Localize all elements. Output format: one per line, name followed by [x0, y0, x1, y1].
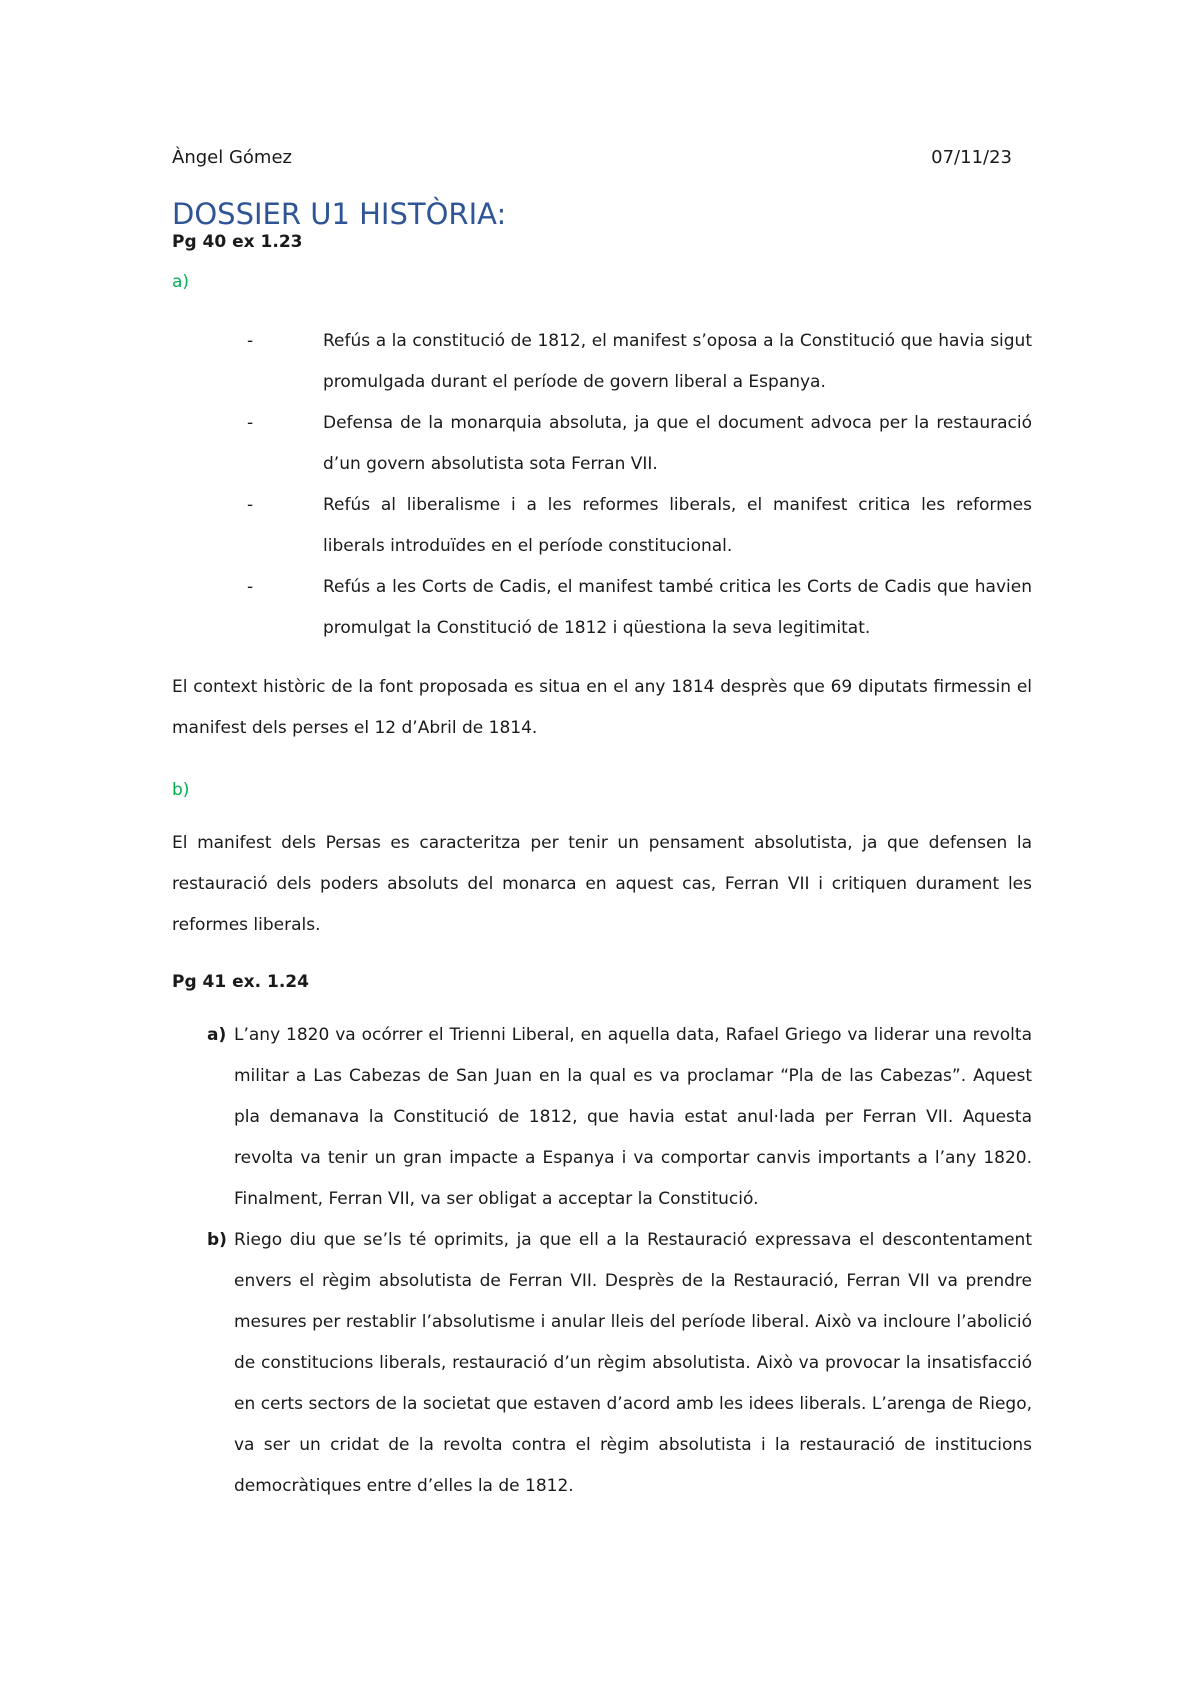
document-header: [172, 146, 1012, 170]
list-item: [172, 1015, 1032, 1220]
bullet-dash: -: [247, 495, 254, 515]
author-name: Àngel Gómez: [172, 147, 292, 168]
list-item: [172, 403, 1032, 485]
item-text: Riego diu que se’ls té oprimits, ja que ell a la Restauració expressava el descontentament envers el règim absolutista de Ferran VII. Desprès de la Restauració, Ferran VII va prendre mesures per restablir l’absolutisme i anular lleis del període liberal. Això va incloure l’abolició de constitucions liberals, restauració d’un règim absolutista. Això va provocar la insatisfacció en certs sectors de la societat que estaven d’acord amb les idees liberals. L’arenga de Riego, va ser un cridat de la revolta contra el règim absolutista i la restauració de institucions democràtiques entre d’elles la de 1812.: [234, 1230, 1032, 1496]
section1-part-b-label: b): [172, 780, 190, 800]
document-date: 07/11/23: [931, 147, 1012, 168]
list-item: [172, 1220, 1032, 1507]
item-text: L’any 1820 va ocórrer el Trienni Liberal, en aquella data, Rafael Griego va liderar una revolta militar a Las Cabezas de San Juan en la qual es va proclamar “Pla de las Cabezas”. Aquest pla demanava la Constitució de 1812, que havia estat anul·lada per Ferran VII. Aquesta revolta va tenir un gran impacte a Espanya i va comportar canvis importants a l’any 1820. Finalment, Ferran VII, va ser obligat a acceptar la Constitució.: [234, 1025, 1032, 1209]
lettered-list: [172, 1015, 1032, 1507]
bullet-text: Refús al liberalisme i a les reformes liberals, el manifest critica les reformes liberals introduïdes en el període constitucional.: [323, 495, 1032, 556]
bullet-dash: -: [247, 577, 254, 597]
item-label: a): [207, 1025, 227, 1045]
bullet-text: Refús a la constitució de 1812, el manifest s’oposa a la Constitució que havia sigut promulgada durant el període de govern liberal a Espanya.: [323, 331, 1032, 392]
section1-heading: Pg 40 ex 1.23: [172, 232, 303, 252]
bullet-list: [172, 321, 1032, 649]
bullet-dash: -: [247, 413, 254, 433]
document-title: DOSSIER U1 HISTÒRIA:: [172, 197, 507, 231]
list-item: [172, 567, 1032, 649]
context-paragraph: El context històric de la font proposada es situa en el any 1814 desprès que 69 diputats firmessin el manifest dels perses el 12 d’Abril de 1814.: [172, 677, 1032, 738]
section2-heading: Pg 41 ex. 1.24: [172, 972, 309, 992]
bullet-text: Defensa de la monarquia absoluta, ja que el document advoca per la restauració d’un govern absolutista sota Ferran VII.: [323, 413, 1032, 474]
part-b-paragraph: El manifest dels Persas es caracteritza per tenir un pensament absolutista, ja que defensen la restauració dels poders absoluts del monarca en aquest cas, Ferran VII i critiquen durament les reformes liberals.: [172, 833, 1032, 935]
section1-part-a-label: a): [172, 272, 190, 292]
bullet-text: Refús a les Corts de Cadis, el manifest també critica les Corts de Cadis que havien promulgat la Constitució de 1812 i qüestiona la seva legitimitat.: [323, 577, 1032, 638]
list-item: [172, 485, 1032, 567]
item-label: b): [207, 1230, 227, 1250]
bullet-dash: -: [247, 331, 254, 351]
list-item: [172, 321, 1032, 403]
